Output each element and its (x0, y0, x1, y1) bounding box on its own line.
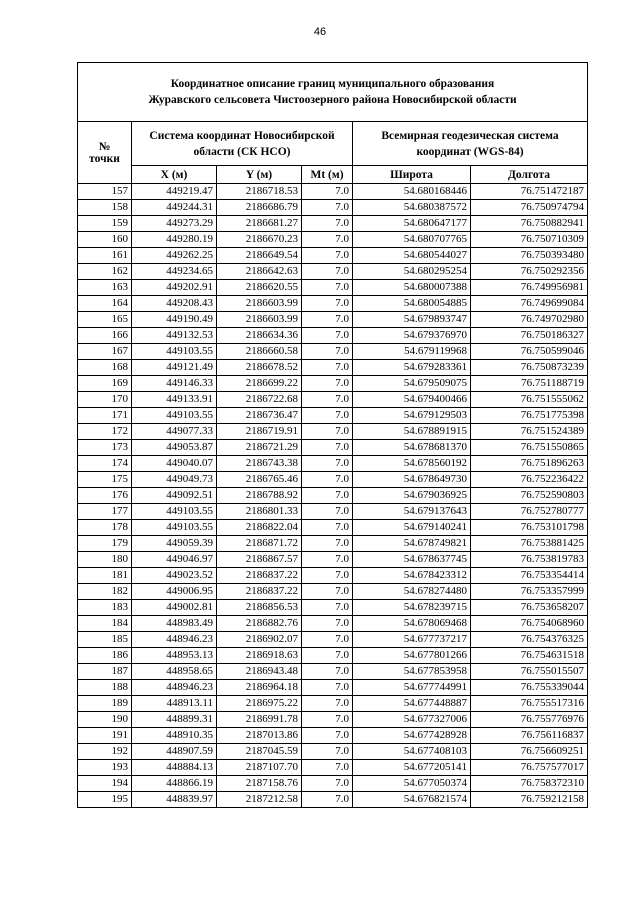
point-number-cell: 187 (78, 664, 132, 680)
mt-cell: 7.0 (302, 232, 353, 248)
x-cell: 449053.87 (132, 440, 217, 456)
y-cell: 2186822.04 (217, 520, 302, 536)
longitude-cell: 76.753357999 (471, 584, 588, 600)
latitude-cell: 54.677205141 (353, 760, 471, 776)
longitude-cell: 76.752236422 (471, 472, 588, 488)
longitude-cell: 76.750393480 (471, 248, 588, 264)
longitude-cell: 76.756609251 (471, 744, 588, 760)
longitude-cell: 76.750873239 (471, 360, 588, 376)
x-cell: 449208.43 (132, 296, 217, 312)
mt-cell: 7.0 (302, 632, 353, 648)
mt-cell: 7.0 (302, 488, 353, 504)
longitude-cell: 76.751896263 (471, 456, 588, 472)
latitude-cell: 54.679893747 (353, 312, 471, 328)
mt-cell: 7.0 (302, 504, 353, 520)
nso-system-header: Система координат Новосибирской области (СК НСО) (132, 122, 353, 166)
x-cell: 449133.91 (132, 392, 217, 408)
latitude-cell: 54.678749821 (353, 536, 471, 552)
x-cell: 448983.49 (132, 616, 217, 632)
table-title (78, 63, 588, 122)
y-cell: 2186718.53 (217, 184, 302, 200)
point-number-cell: 166 (78, 328, 132, 344)
x-cell: 448946.23 (132, 632, 217, 648)
mt-cell: 7.0 (302, 472, 353, 488)
mt-cell: 7.0 (302, 344, 353, 360)
longitude-cell: 76.754631518 (471, 648, 588, 664)
y-cell: 2186801.33 (217, 504, 302, 520)
latitude-cell: 54.680387572 (353, 200, 471, 216)
y-cell: 2186603.99 (217, 296, 302, 312)
x-cell: 449077.33 (132, 424, 217, 440)
y-cell: 2186871.72 (217, 536, 302, 552)
x-cell: 448913.11 (132, 696, 217, 712)
x-column-header: X (м) (132, 166, 217, 184)
point-number-cell: 172 (78, 424, 132, 440)
longitude-cell: 76.750599046 (471, 344, 588, 360)
mt-cell: 7.0 (302, 664, 353, 680)
mt-cell: 7.0 (302, 792, 353, 808)
table-row (78, 264, 588, 280)
x-cell: 449002.81 (132, 600, 217, 616)
mt-cell: 7.0 (302, 264, 353, 280)
longitude-cell: 76.750186327 (471, 328, 588, 344)
point-number-cell: 173 (78, 440, 132, 456)
point-number-cell: 185 (78, 632, 132, 648)
mt-cell: 7.0 (302, 296, 353, 312)
table-row (78, 360, 588, 376)
x-cell: 449092.51 (132, 488, 217, 504)
point-number-cell: 160 (78, 232, 132, 248)
mt-cell: 7.0 (302, 408, 353, 424)
latitude-cell: 54.678681370 (353, 440, 471, 456)
table-row (78, 184, 588, 200)
x-cell: 449040.07 (132, 456, 217, 472)
latitude-cell: 54.680168446 (353, 184, 471, 200)
y-cell: 2187212.58 (217, 792, 302, 808)
mt-cell: 7.0 (302, 520, 353, 536)
latitude-cell: 54.677744991 (353, 680, 471, 696)
y-cell: 2186867.57 (217, 552, 302, 568)
point-number-cell: 186 (78, 648, 132, 664)
mt-cell: 7.0 (302, 312, 353, 328)
mt-cell: 7.0 (302, 760, 353, 776)
latitude-column-header: Широта (353, 166, 471, 184)
mt-cell: 7.0 (302, 216, 353, 232)
y-cell: 2186918.63 (217, 648, 302, 664)
latitude-cell: 54.678069468 (353, 616, 471, 632)
point-number-label: точки (89, 152, 120, 165)
latitude-cell: 54.677448887 (353, 696, 471, 712)
longitude-cell: 76.753101798 (471, 520, 588, 536)
longitude-cell: 76.750292356 (471, 264, 588, 280)
mt-cell: 7.0 (302, 552, 353, 568)
table-row (78, 392, 588, 408)
latitude-cell: 54.677050374 (353, 776, 471, 792)
longitude-cell: 76.751188719 (471, 376, 588, 392)
longitude-cell: 76.750974794 (471, 200, 588, 216)
x-cell: 448910.35 (132, 728, 217, 744)
y-cell: 2186837.22 (217, 584, 302, 600)
table-row (78, 744, 588, 760)
table-row (78, 280, 588, 296)
mt-cell: 7.0 (302, 392, 353, 408)
mt-cell: 7.0 (302, 376, 353, 392)
point-number-cell: 183 (78, 600, 132, 616)
point-number-cell: 192 (78, 744, 132, 760)
table-row (78, 680, 588, 696)
y-cell: 2186681.27 (217, 216, 302, 232)
mt-cell: 7.0 (302, 536, 353, 552)
mt-cell: 7.0 (302, 616, 353, 632)
table-row (78, 456, 588, 472)
x-cell: 449023.52 (132, 568, 217, 584)
y-cell: 2186743.38 (217, 456, 302, 472)
mt-cell: 7.0 (302, 360, 353, 376)
mt-cell: 7.0 (302, 600, 353, 616)
point-number-cell: 181 (78, 568, 132, 584)
longitude-cell: 76.751524389 (471, 424, 588, 440)
x-cell: 449103.55 (132, 344, 217, 360)
x-cell: 449006.95 (132, 584, 217, 600)
table-row (78, 600, 588, 616)
x-cell: 449262.25 (132, 248, 217, 264)
table-row (78, 216, 588, 232)
latitude-cell: 54.676821574 (353, 792, 471, 808)
mt-cell: 7.0 (302, 648, 353, 664)
longitude-column-header: Долгота (471, 166, 588, 184)
y-cell: 2186642.63 (217, 264, 302, 280)
latitude-cell: 54.680647177 (353, 216, 471, 232)
latitude-cell: 54.680054885 (353, 296, 471, 312)
latitude-cell: 54.678637745 (353, 552, 471, 568)
table-body (78, 184, 588, 808)
longitude-cell: 76.749699084 (471, 296, 588, 312)
y-column-header: Y (м) (217, 166, 302, 184)
point-number-cell: 188 (78, 680, 132, 696)
point-number-cell: 194 (78, 776, 132, 792)
mt-cell: 7.0 (302, 328, 353, 344)
y-cell: 2187013.86 (217, 728, 302, 744)
table-row (78, 408, 588, 424)
y-cell: 2186686.79 (217, 200, 302, 216)
longitude-cell: 76.750882941 (471, 216, 588, 232)
point-number-cell: 195 (78, 792, 132, 808)
y-cell: 2186856.53 (217, 600, 302, 616)
x-cell: 449046.97 (132, 552, 217, 568)
longitude-cell: 76.758372310 (471, 776, 588, 792)
y-cell: 2187045.59 (217, 744, 302, 760)
longitude-cell: 76.752780777 (471, 504, 588, 520)
y-cell: 2186765.46 (217, 472, 302, 488)
longitude-cell: 76.753881425 (471, 536, 588, 552)
table-row (78, 664, 588, 680)
latitude-cell: 54.680007388 (353, 280, 471, 296)
y-cell: 2186719.91 (217, 424, 302, 440)
longitude-cell: 76.754068960 (471, 616, 588, 632)
latitude-cell: 54.677853958 (353, 664, 471, 680)
y-cell: 2186837.22 (217, 568, 302, 584)
y-cell: 2186634.36 (217, 328, 302, 344)
point-number-cell: 157 (78, 184, 132, 200)
table-row (78, 520, 588, 536)
point-number-header (78, 122, 132, 184)
latitude-cell: 54.677737217 (353, 632, 471, 648)
latitude-cell: 54.680544027 (353, 248, 471, 264)
mt-column-header: Mt (м) (302, 166, 353, 184)
mt-cell: 7.0 (302, 712, 353, 728)
latitude-cell: 54.678891915 (353, 424, 471, 440)
point-number-cell: 163 (78, 280, 132, 296)
x-cell: 448907.59 (132, 744, 217, 760)
table-row (78, 552, 588, 568)
longitude-cell: 76.753354414 (471, 568, 588, 584)
x-cell: 449049.73 (132, 472, 217, 488)
point-number-cell: 180 (78, 552, 132, 568)
latitude-cell: 54.678649730 (353, 472, 471, 488)
x-cell: 449219.47 (132, 184, 217, 200)
latitude-cell: 54.679137643 (353, 504, 471, 520)
y-cell: 2186721.29 (217, 440, 302, 456)
longitude-cell: 76.755339044 (471, 680, 588, 696)
title-line-1: Координатное описание границ муниципального образования (170, 78, 495, 90)
y-cell: 2186678.52 (217, 360, 302, 376)
x-cell: 449103.55 (132, 408, 217, 424)
longitude-cell: 76.749702980 (471, 312, 588, 328)
table-row (78, 776, 588, 792)
point-number-cell: 158 (78, 200, 132, 216)
table-row (78, 728, 588, 744)
point-number-cell: 171 (78, 408, 132, 424)
table-header (78, 63, 588, 184)
mt-cell: 7.0 (302, 744, 353, 760)
point-number-cell: 178 (78, 520, 132, 536)
longitude-cell: 76.752590803 (471, 488, 588, 504)
table-row (78, 504, 588, 520)
table-row (78, 584, 588, 600)
table-row (78, 536, 588, 552)
mt-cell: 7.0 (302, 776, 353, 792)
y-cell: 2186649.54 (217, 248, 302, 264)
table-row (78, 376, 588, 392)
y-cell: 2186620.55 (217, 280, 302, 296)
y-cell: 2186699.22 (217, 376, 302, 392)
point-number-cell: 165 (78, 312, 132, 328)
mt-cell: 7.0 (302, 728, 353, 744)
point-number-symbol: № (98, 140, 111, 153)
table-row (78, 440, 588, 456)
table-row (78, 296, 588, 312)
point-number-cell: 182 (78, 584, 132, 600)
table-row (78, 712, 588, 728)
x-cell: 449103.55 (132, 504, 217, 520)
latitude-cell: 54.678239715 (353, 600, 471, 616)
mt-cell: 7.0 (302, 424, 353, 440)
x-cell: 449059.39 (132, 536, 217, 552)
longitude-cell: 76.751472187 (471, 184, 588, 200)
table-row (78, 344, 588, 360)
longitude-cell: 76.753658207 (471, 600, 588, 616)
longitude-cell: 76.750710309 (471, 232, 588, 248)
mt-cell: 7.0 (302, 696, 353, 712)
point-number-cell: 159 (78, 216, 132, 232)
table-row (78, 792, 588, 808)
point-number-cell: 190 (78, 712, 132, 728)
table-row (78, 200, 588, 216)
x-cell: 449273.29 (132, 216, 217, 232)
longitude-cell: 76.755517316 (471, 696, 588, 712)
latitude-cell: 54.679509075 (353, 376, 471, 392)
mt-cell: 7.0 (302, 280, 353, 296)
point-number-cell: 167 (78, 344, 132, 360)
x-cell: 448958.65 (132, 664, 217, 680)
table-row (78, 424, 588, 440)
point-number-cell: 168 (78, 360, 132, 376)
table-row (78, 648, 588, 664)
longitude-cell: 76.755015507 (471, 664, 588, 680)
point-number-cell: 179 (78, 536, 132, 552)
latitude-cell: 54.678274480 (353, 584, 471, 600)
mt-cell: 7.0 (302, 248, 353, 264)
y-cell: 2186660.58 (217, 344, 302, 360)
longitude-cell: 76.751775398 (471, 408, 588, 424)
y-cell: 2186975.22 (217, 696, 302, 712)
table-row (78, 568, 588, 584)
x-cell: 449146.33 (132, 376, 217, 392)
point-number-cell: 162 (78, 264, 132, 280)
latitude-cell: 54.677327006 (353, 712, 471, 728)
y-cell: 2186722.68 (217, 392, 302, 408)
point-number-cell: 170 (78, 392, 132, 408)
table-row (78, 696, 588, 712)
latitude-cell: 54.677428928 (353, 728, 471, 744)
x-cell: 449280.19 (132, 232, 217, 248)
mt-cell: 7.0 (302, 568, 353, 584)
y-cell: 2187107.70 (217, 760, 302, 776)
latitude-cell: 54.680707765 (353, 232, 471, 248)
y-cell: 2186736.47 (217, 408, 302, 424)
x-cell: 448953.13 (132, 648, 217, 664)
y-cell: 2186902.07 (217, 632, 302, 648)
longitude-cell: 76.759212158 (471, 792, 588, 808)
latitude-cell: 54.679376970 (353, 328, 471, 344)
mt-cell: 7.0 (302, 584, 353, 600)
table-row (78, 248, 588, 264)
mt-cell: 7.0 (302, 200, 353, 216)
table-row (78, 616, 588, 632)
point-number-cell: 175 (78, 472, 132, 488)
x-cell: 449244.31 (132, 200, 217, 216)
page-number: 46 (313, 26, 327, 38)
point-number-cell: 184 (78, 616, 132, 632)
point-number-cell: 177 (78, 504, 132, 520)
latitude-cell: 54.678423312 (353, 568, 471, 584)
point-number-cell: 161 (78, 248, 132, 264)
latitude-cell: 54.677408103 (353, 744, 471, 760)
table-row (78, 632, 588, 648)
y-cell: 2186603.99 (217, 312, 302, 328)
longitude-cell: 76.749956981 (471, 280, 588, 296)
y-cell: 2186943.48 (217, 664, 302, 680)
table-row (78, 328, 588, 344)
wgs-system-header: Всемирная геодезическая система координат (WGS-84) (353, 122, 588, 166)
latitude-cell: 54.679140241 (353, 520, 471, 536)
longitude-cell: 76.756116837 (471, 728, 588, 744)
point-number-cell: 174 (78, 456, 132, 472)
longitude-cell: 76.751555062 (471, 392, 588, 408)
y-cell: 2187158.76 (217, 776, 302, 792)
x-cell: 449103.55 (132, 520, 217, 536)
y-cell: 2186788.92 (217, 488, 302, 504)
point-number-cell: 193 (78, 760, 132, 776)
table-row (78, 312, 588, 328)
latitude-cell: 54.679283361 (353, 360, 471, 376)
point-number-cell: 191 (78, 728, 132, 744)
mt-cell: 7.0 (302, 456, 353, 472)
point-number-cell: 189 (78, 696, 132, 712)
x-cell: 449234.65 (132, 264, 217, 280)
longitude-cell: 76.755776976 (471, 712, 588, 728)
table-row (78, 488, 588, 504)
mt-cell: 7.0 (302, 184, 353, 200)
point-number-cell: 169 (78, 376, 132, 392)
x-cell: 448884.13 (132, 760, 217, 776)
y-cell: 2186670.23 (217, 232, 302, 248)
mt-cell: 7.0 (302, 680, 353, 696)
latitude-cell: 54.678560192 (353, 456, 471, 472)
x-cell: 449190.49 (132, 312, 217, 328)
latitude-cell: 54.679119968 (353, 344, 471, 360)
x-cell: 448866.19 (132, 776, 217, 792)
title-line-2: Журавского сельсовета Чистоозерного района Новосибирской области (148, 94, 517, 106)
coordinates-table (77, 62, 588, 808)
x-cell: 448946.23 (132, 680, 217, 696)
x-cell: 449121.49 (132, 360, 217, 376)
y-cell: 2186991.78 (217, 712, 302, 728)
longitude-cell: 76.753819783 (471, 552, 588, 568)
y-cell: 2186964.18 (217, 680, 302, 696)
x-cell: 449202.91 (132, 280, 217, 296)
x-cell: 449132.53 (132, 328, 217, 344)
latitude-cell: 54.677801266 (353, 648, 471, 664)
longitude-cell: 76.751550865 (471, 440, 588, 456)
latitude-cell: 54.679036925 (353, 488, 471, 504)
latitude-cell: 54.680295254 (353, 264, 471, 280)
longitude-cell: 76.757577017 (471, 760, 588, 776)
mt-cell: 7.0 (302, 440, 353, 456)
point-number-cell: 164 (78, 296, 132, 312)
latitude-cell: 54.679400466 (353, 392, 471, 408)
x-cell: 448899.31 (132, 712, 217, 728)
latitude-cell: 54.679129503 (353, 408, 471, 424)
y-cell: 2186882.76 (217, 616, 302, 632)
table-row (78, 760, 588, 776)
table-row (78, 232, 588, 248)
point-number-cell: 176 (78, 488, 132, 504)
table-row (78, 472, 588, 488)
x-cell: 448839.97 (132, 792, 217, 808)
longitude-cell: 76.754376325 (471, 632, 588, 648)
